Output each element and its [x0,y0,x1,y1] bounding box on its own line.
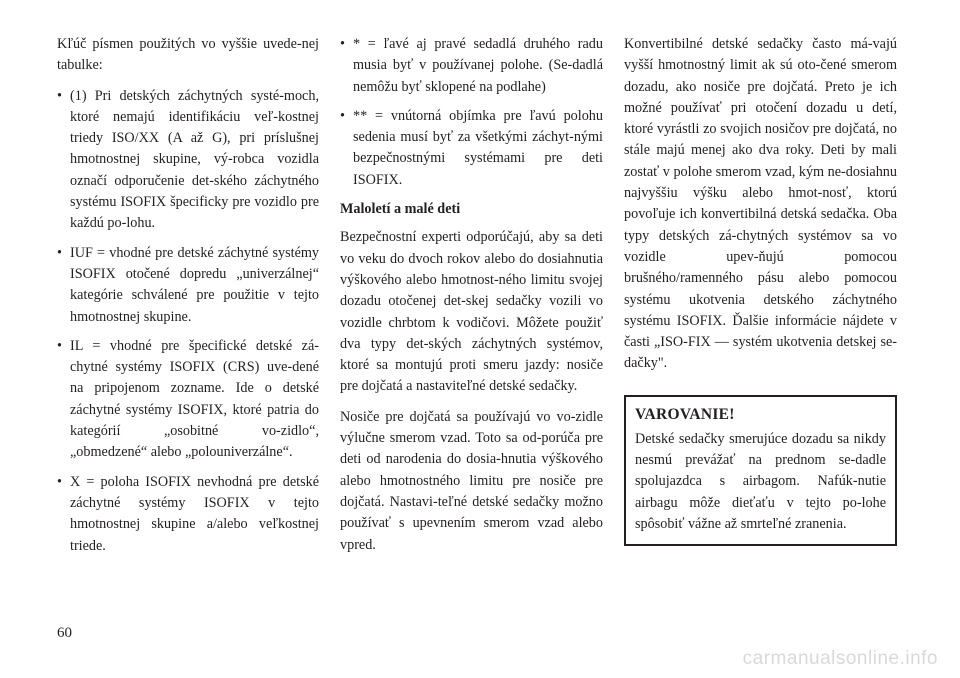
bullet-marker: • [57,244,62,261]
legend-list [57,86,319,557]
list-item [340,106,603,191]
paragraph: Konvertibilné detské sedačky často má-vajú vyšší hmotnostný limit ak sú oto-čené smerom dozadu, ako nosiče pre dojčatá. Preto je ich možné používať pri otočení dozadu u detí, ktoré vyrástli zo svojich nosičov pre dojčatá, no stále majú menej ako dva roky. Deti by mali zostať v polohe smerom vzad, kým ne-dosiahnu najvyššiu výšku alebo hmot-nosť, ktorú povoľuje ich konvertibilná detská sedačka. Oba typy detských zá-chytných systémov sa vo vozidle upev-ňujú pomocou brušného/ramenného pásu alebo pomocou systému ukotvenia detského záchytného systému ISOFIX. Ďalšie informácie nájdete v časti „ISO-FIX — systém ukotvenia detskej se-dačky". [624,36,897,372]
warning-text: Detské sedačky smerujúce dozadu sa nikdy nesmú prevážať na prednom se-dadle spolujazdca s airbagom. Nafúk-nutie airbagu môže dieťaťu v tejto po-lohe spôsobiť vážne až smrteľné zranenia. [635,430,886,532]
list-item-text: IL = vhodné pre špecifické detské zá-chytné systémy ISOFIX (CRS) uve-dené na pripojenom zozname. Ide o detské záchytné systémy ISOFIX, ktoré patria do kategórií „osobitné vo-zidlo“, „obmedzené“ alebo „polouniverzálne“. [70,337,319,461]
list-item [340,34,603,98]
list-item-text: (1) Pri detských záchytných systé-moch, ktoré nemajú identifikáciu veľ-kostnej triedy ISO/XX (A až G), pri príslušnej hmotnostnej skupine, vý-robca vozidla označí odporučenie det-ského záchytného systému ISOFIX špecificky pre vozidlo pre každú po-lohu. [70,87,319,232]
bullet-marker: • [57,337,62,354]
list-item [57,472,319,557]
column-right [624,34,897,546]
bullet-marker: • [57,473,62,490]
bullet-marker: • [57,87,62,104]
warning-title: VAROVANIE! [635,405,735,423]
bullet-marker: • [340,36,345,52]
column-left [57,34,319,565]
warning-box [624,395,897,546]
column-middle [340,34,603,565]
bullet-marker: • [340,107,345,124]
list-item [57,243,319,328]
paragraph: Bezpečnostní experti odporúčajú, aby sa deti vo veku do dvoch rokov alebo do dosiahnutia výškového alebo hmotnost-ného limitu svojej dozadu otočenej det-skej sedačky vozili vo vozidle chrbtom k vodičovi. Môžete použiť dva typy det-ských záchytných systémov, ktoré sa montujú proti smeru jazdy: nosiče pre dojčatá a nastaviteľné detské sedačky. [340,229,603,395]
list-item-text: ** = vnútorná objímka pre ľavú polohu sedenia musí byť za všetkými záchyt-nými bezpečnostnými systémami pre deti ISOFIX. [353,107,603,188]
paragraph: Nosiče pre dojčatá sa používajú vo vo-zidle výlučne smerom vzad. Toto sa od-porúča pre deti od narodenia do dosia-hnutia výškového alebo hmotnostného limitu pre nosiče pre dojčatá. Nastavi-teľné detské sedačky možno používať s upevnením smerom vzad alebo vpred. [340,408,603,553]
list-item-text: IUF = vhodné pre detské záchytné systémy ISOFIX otočené dopredu „univerzálnej“ kategórie schválené pre použitie v tejto hmotnostnej skupine. [70,244,319,325]
list-item-text: X = poloha ISOFIX nevhodná pre detské záchytné systémy ISOFIX v tejto hmotnostnej skupine a/alebo veľkostnej triede. [70,473,319,554]
page-number: 60 [57,625,72,641]
watermark: carmanualsonline.info [742,648,938,669]
intro-text: Kľúč písmen použitých vo vyššie uvede-nej tabulke: [57,36,319,74]
section-heading: Maloletí a malé deti [340,201,461,218]
list-item-text: * = ľavé aj pravé sedadlá druhého radu musia byť v používanej polohe. (Se-dadlá nemôžu byť sklopené na podlahe) [353,36,603,95]
footnote-list [340,34,603,191]
list-item [57,86,319,235]
list-item [57,336,319,464]
